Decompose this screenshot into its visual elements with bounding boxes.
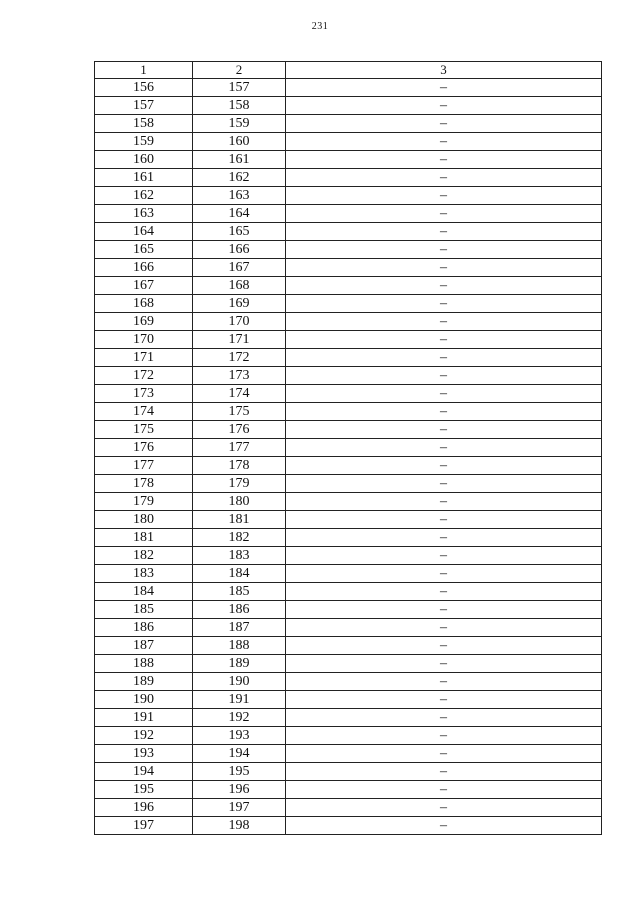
table-cell-col-2: 183 bbox=[193, 547, 286, 565]
table-cell-col-2: 176 bbox=[193, 421, 286, 439]
table-cell-col-2: 161 bbox=[193, 151, 286, 169]
table-cell-col-3: – bbox=[286, 241, 602, 259]
table-cell-col-2: 169 bbox=[193, 295, 286, 313]
table-cell-col-2: 160 bbox=[193, 133, 286, 151]
table-cell-col-3: – bbox=[286, 367, 602, 385]
table-row bbox=[95, 79, 602, 97]
table-cell-col-1: 178 bbox=[95, 475, 193, 493]
table-cell-col-1: 173 bbox=[95, 385, 193, 403]
table-cell-col-3: – bbox=[286, 187, 602, 205]
table-cell-col-2: 198 bbox=[193, 817, 286, 835]
table-cell-col-2: 189 bbox=[193, 655, 286, 673]
table-cell-col-3: – bbox=[286, 691, 602, 709]
table-row bbox=[95, 655, 602, 673]
table-cell-col-2: 179 bbox=[193, 475, 286, 493]
table-cell-col-1: 180 bbox=[95, 511, 193, 529]
table-row bbox=[95, 439, 602, 457]
table-cell-col-3: – bbox=[286, 475, 602, 493]
table-row bbox=[95, 799, 602, 817]
table-cell-col-1: 197 bbox=[95, 817, 193, 835]
table-cell-col-2: 166 bbox=[193, 241, 286, 259]
table-cell-col-1: 191 bbox=[95, 709, 193, 727]
table-cell-col-3: – bbox=[286, 79, 602, 97]
table-cell-col-1: 169 bbox=[95, 313, 193, 331]
table-cell-col-2: 177 bbox=[193, 439, 286, 457]
table-cell-col-1: 177 bbox=[95, 457, 193, 475]
table-row bbox=[95, 709, 602, 727]
table-cell-col-1: 181 bbox=[95, 529, 193, 547]
table-row bbox=[95, 583, 602, 601]
table-cell-col-3: – bbox=[286, 673, 602, 691]
table-cell-col-2: 197 bbox=[193, 799, 286, 817]
table-cell-col-1: 187 bbox=[95, 637, 193, 655]
table-cell-col-2: 194 bbox=[193, 745, 286, 763]
table-cell-col-1: 164 bbox=[95, 223, 193, 241]
table-cell-col-2: 190 bbox=[193, 673, 286, 691]
table-cell-col-3: – bbox=[286, 169, 602, 187]
table-row bbox=[95, 691, 602, 709]
table-cell-col-3: – bbox=[286, 259, 602, 277]
table-cell-col-1: 162 bbox=[95, 187, 193, 205]
table-cell-col-3: – bbox=[286, 115, 602, 133]
table-cell-col-3: – bbox=[286, 799, 602, 817]
table-cell-col-3: – bbox=[286, 439, 602, 457]
table-row bbox=[95, 205, 602, 223]
table-cell-col-2: 192 bbox=[193, 709, 286, 727]
table-cell-col-1: 171 bbox=[95, 349, 193, 367]
table-cell-col-1: 179 bbox=[95, 493, 193, 511]
table-cell-col-2: 163 bbox=[193, 187, 286, 205]
table-cell-col-2: 191 bbox=[193, 691, 286, 709]
table-row bbox=[95, 169, 602, 187]
table-cell-col-3: – bbox=[286, 151, 602, 169]
table-row bbox=[95, 259, 602, 277]
table-cell-col-2: 157 bbox=[193, 79, 286, 97]
table-cell-col-2: 196 bbox=[193, 781, 286, 799]
table-cell-col-1: 158 bbox=[95, 115, 193, 133]
table-cell-col-1: 195 bbox=[95, 781, 193, 799]
table-cell-col-2: 172 bbox=[193, 349, 286, 367]
table-cell-col-3: – bbox=[286, 727, 602, 745]
table-row bbox=[95, 763, 602, 781]
table-row bbox=[95, 745, 602, 763]
table-header bbox=[95, 62, 602, 79]
table-row bbox=[95, 637, 602, 655]
table-row bbox=[95, 475, 602, 493]
table-cell-col-1: 166 bbox=[95, 259, 193, 277]
page-number: 231 bbox=[311, 21, 329, 32]
table-cell-col-3: – bbox=[286, 331, 602, 349]
table-cell-col-3: – bbox=[286, 601, 602, 619]
table-row bbox=[95, 367, 602, 385]
column-header-1: 1 bbox=[95, 62, 193, 79]
table-cell-col-2: 178 bbox=[193, 457, 286, 475]
table-cell-col-2: 164 bbox=[193, 205, 286, 223]
table-cell-col-3: – bbox=[286, 511, 602, 529]
table-cell-col-3: – bbox=[286, 817, 602, 835]
table-cell-col-1: 157 bbox=[95, 97, 193, 115]
table-cell-col-2: 173 bbox=[193, 367, 286, 385]
table-cell-col-2: 182 bbox=[193, 529, 286, 547]
table-row bbox=[95, 817, 602, 835]
table-cell-col-2: 159 bbox=[193, 115, 286, 133]
table-cell-col-1: 188 bbox=[95, 655, 193, 673]
header-row bbox=[95, 62, 602, 79]
table-cell-col-3: – bbox=[286, 709, 602, 727]
table-row bbox=[95, 529, 602, 547]
table-cell-col-1: 172 bbox=[95, 367, 193, 385]
table-cell-col-2: 180 bbox=[193, 493, 286, 511]
table-cell-col-1: 163 bbox=[95, 205, 193, 223]
table-row bbox=[95, 565, 602, 583]
table-cell-col-1: 167 bbox=[95, 277, 193, 295]
table-cell-col-3: – bbox=[286, 295, 602, 313]
table-row bbox=[95, 277, 602, 295]
table-cell-col-3: – bbox=[286, 529, 602, 547]
table-cell-col-3: – bbox=[286, 97, 602, 115]
table-cell-col-3: – bbox=[286, 655, 602, 673]
table-row bbox=[95, 781, 602, 799]
table-row bbox=[95, 421, 602, 439]
table-row bbox=[95, 313, 602, 331]
table-cell-col-3: – bbox=[286, 619, 602, 637]
table-cell-col-2: 187 bbox=[193, 619, 286, 637]
table-cell-col-1: 176 bbox=[95, 439, 193, 457]
table-cell-col-3: – bbox=[286, 547, 602, 565]
table-cell-col-1: 182 bbox=[95, 547, 193, 565]
table-cell-col-1: 190 bbox=[95, 691, 193, 709]
table-cell-col-1: 196 bbox=[95, 799, 193, 817]
table-cell-col-2: 167 bbox=[193, 259, 286, 277]
table-cell-col-3: – bbox=[286, 277, 602, 295]
table-cell-col-3: – bbox=[286, 583, 602, 601]
table-cell-col-1: 170 bbox=[95, 331, 193, 349]
table-cell-col-3: – bbox=[286, 763, 602, 781]
table-cell-col-1: 183 bbox=[95, 565, 193, 583]
table-cell-col-2: 162 bbox=[193, 169, 286, 187]
table-row bbox=[95, 115, 602, 133]
table-cell-col-3: – bbox=[286, 349, 602, 367]
table-cell-col-1: 189 bbox=[95, 673, 193, 691]
table-cell-col-2: 175 bbox=[193, 403, 286, 421]
table-cell-col-1: 165 bbox=[95, 241, 193, 259]
table-cell-col-3: – bbox=[286, 565, 602, 583]
table-row bbox=[95, 223, 602, 241]
table-cell-col-1: 192 bbox=[95, 727, 193, 745]
table-cell-col-3: – bbox=[286, 637, 602, 655]
table-row bbox=[95, 385, 602, 403]
table-cell-col-1: 156 bbox=[95, 79, 193, 97]
table-row bbox=[95, 673, 602, 691]
table-row bbox=[95, 619, 602, 637]
table-row bbox=[95, 601, 602, 619]
table-cell-col-1: 161 bbox=[95, 169, 193, 187]
table-cell-col-2: 184 bbox=[193, 565, 286, 583]
table-cell-col-3: – bbox=[286, 745, 602, 763]
table-row bbox=[95, 547, 602, 565]
table-row bbox=[95, 511, 602, 529]
table-cell-col-3: – bbox=[286, 403, 602, 421]
table-cell-col-3: – bbox=[286, 385, 602, 403]
table-cell-col-1: 159 bbox=[95, 133, 193, 151]
table-cell-col-1: 174 bbox=[95, 403, 193, 421]
table-cell-col-2: 188 bbox=[193, 637, 286, 655]
table-row bbox=[95, 133, 602, 151]
table-cell-col-1: 175 bbox=[95, 421, 193, 439]
table-cell-col-2: 170 bbox=[193, 313, 286, 331]
table-cell-col-2: 158 bbox=[193, 97, 286, 115]
table-cell-col-3: – bbox=[286, 223, 602, 241]
table-row bbox=[95, 457, 602, 475]
table-cell-col-1: 160 bbox=[95, 151, 193, 169]
table-row bbox=[95, 349, 602, 367]
table-row bbox=[95, 187, 602, 205]
table-cell-col-3: – bbox=[286, 313, 602, 331]
table-row bbox=[95, 97, 602, 115]
table-row bbox=[95, 241, 602, 259]
table-cell-col-1: 185 bbox=[95, 601, 193, 619]
table-row bbox=[95, 493, 602, 511]
table-cell-col-3: – bbox=[286, 421, 602, 439]
table-cell-col-2: 171 bbox=[193, 331, 286, 349]
table-cell-col-2: 168 bbox=[193, 277, 286, 295]
table-cell-col-2: 174 bbox=[193, 385, 286, 403]
table-cell-col-3: – bbox=[286, 205, 602, 223]
table-cell-col-1: 184 bbox=[95, 583, 193, 601]
table-cell-col-3: – bbox=[286, 457, 602, 475]
table-row bbox=[95, 331, 602, 349]
table-row bbox=[95, 295, 602, 313]
table-row bbox=[95, 727, 602, 745]
table-body bbox=[95, 79, 602, 835]
table-cell-col-1: 193 bbox=[95, 745, 193, 763]
table-cell-col-2: 165 bbox=[193, 223, 286, 241]
table-cell-col-1: 186 bbox=[95, 619, 193, 637]
table-cell-col-2: 181 bbox=[193, 511, 286, 529]
table-cell-col-2: 193 bbox=[193, 727, 286, 745]
table-cell-col-3: – bbox=[286, 781, 602, 799]
table-cell-col-3: – bbox=[286, 133, 602, 151]
table-cell-col-2: 185 bbox=[193, 583, 286, 601]
table-cell-col-2: 195 bbox=[193, 763, 286, 781]
table-cell-col-2: 186 bbox=[193, 601, 286, 619]
table-cell-col-1: 168 bbox=[95, 295, 193, 313]
data-table bbox=[94, 61, 602, 835]
table-row bbox=[95, 403, 602, 421]
column-header-3: 3 bbox=[286, 62, 602, 79]
table-cell-col-3: – bbox=[286, 493, 602, 511]
column-header-2: 2 bbox=[193, 62, 286, 79]
table-row bbox=[95, 151, 602, 169]
table-cell-col-1: 194 bbox=[95, 763, 193, 781]
